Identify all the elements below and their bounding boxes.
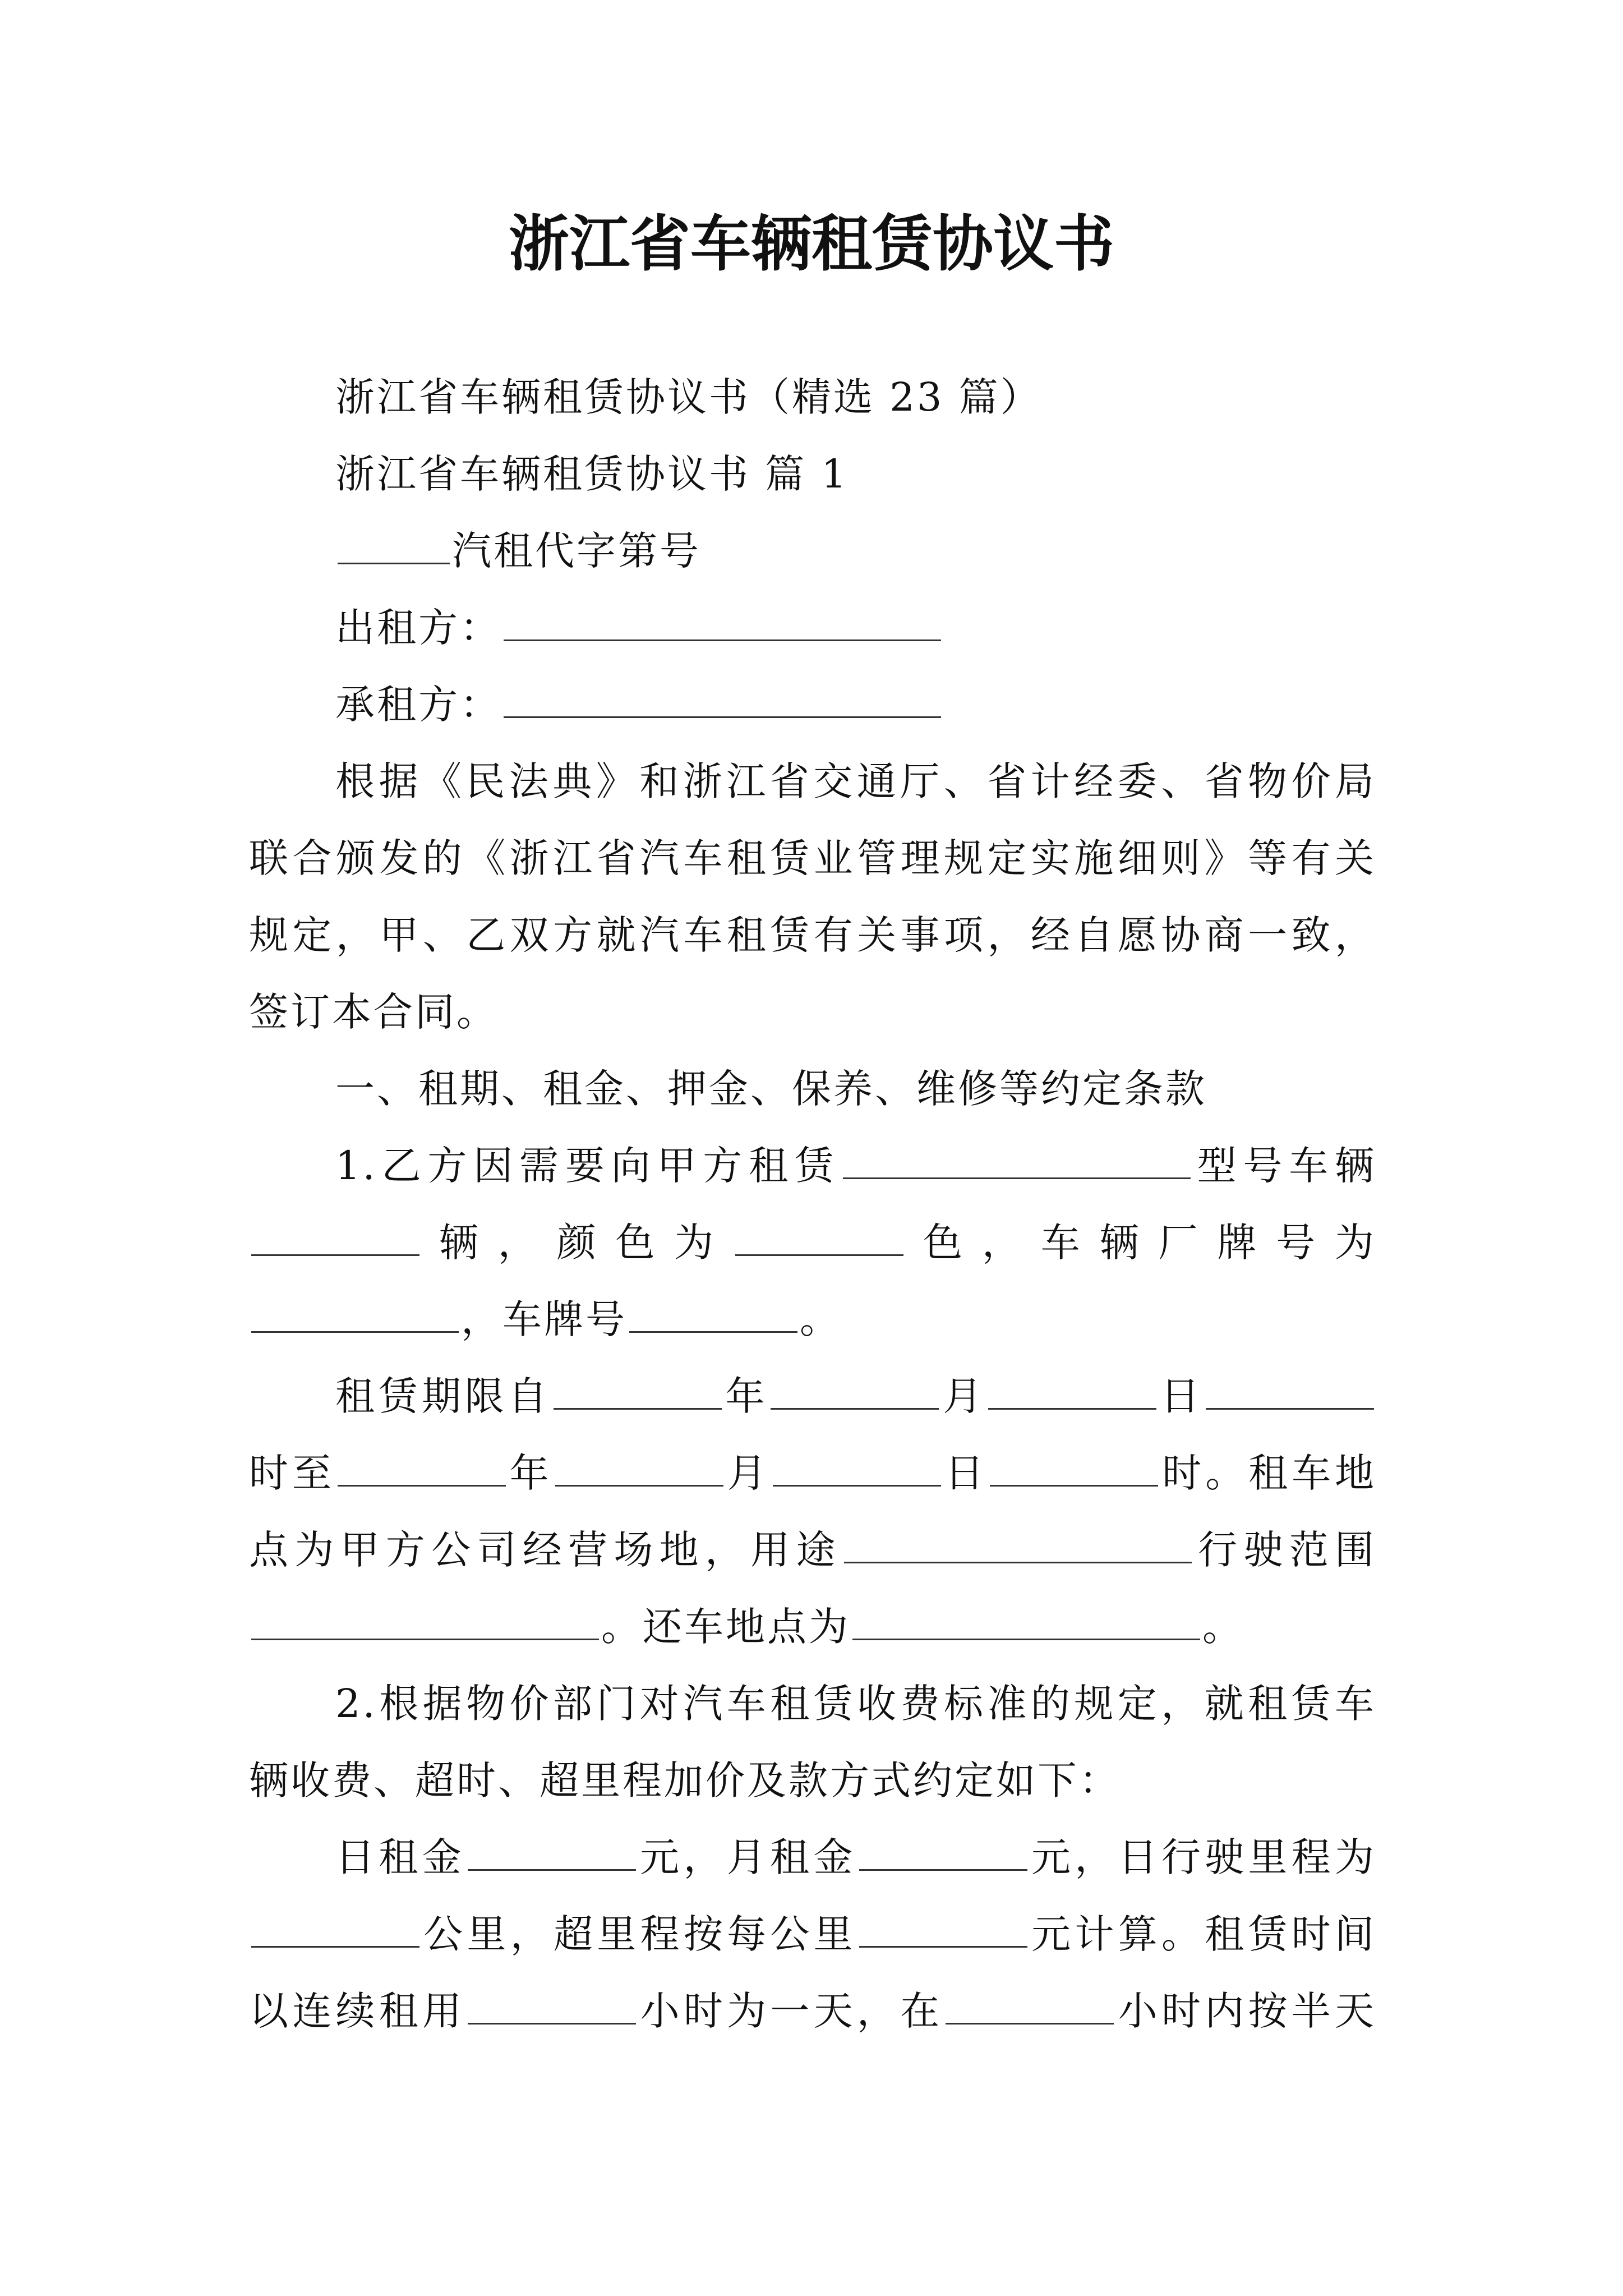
period-line-4 [249,1589,1376,1665]
clause-1-text-a: 1.乙方因需要向甲方租赁 [335,1143,841,1189]
vehicle-model-blank [843,1148,1191,1179]
clause-1-text-e: ，车牌号 [461,1296,627,1342]
monthly-rent-blank [859,1840,1027,1871]
lessor-label: 出租方： [335,605,501,651]
period-line-1 [249,1358,1376,1435]
period-end-day-label: 日 [943,1450,988,1496]
lessee-blank [504,687,941,718]
hours-half-label: 小时内按半天 [1116,1988,1377,2034]
heading-one: 一、租期、租金、押金、保养、维修等约定条款 [335,1066,1207,1112]
clause-2-line-1: 2.根据物价部门对汽车租赁收费标准的规定，就租赁车 [335,1681,1376,1727]
clause-1-text-b: 型号车辆 [1192,1143,1377,1189]
daily-rent-yuan: 元， [638,1834,727,1880]
return-text-a: 。还车地点为 [601,1604,850,1650]
period-day-label: 日 [1159,1373,1204,1419]
plate-number-blank [629,1302,797,1333]
half-day-hours-blank [946,1994,1114,2024]
document-number-suffix: 汽租代字第号 [452,528,701,574]
start-month-blank [771,1379,939,1410]
period-line-3 [249,1512,1376,1589]
vehicle-color-blank [735,1225,903,1256]
vehicle-brand-blank [251,1302,459,1333]
km-over-label: 公里，超里程按每公里 [422,1911,857,1957]
monthly-rent-label: 月租金 [726,1834,857,1880]
start-year-blank [554,1379,722,1410]
start-hour-blank [1206,1379,1374,1410]
subtitle [249,359,1376,436]
fees-line-1 [249,1819,1376,1896]
return-place-blank [852,1609,1200,1640]
period-end-year-label: 年 [508,1450,553,1496]
lessor-blank [504,610,941,641]
clause-1-line-2 [249,1204,1376,1281]
period-hour-end: 时。租车地 [1160,1450,1377,1496]
daily-rent-label: 日租金 [335,1834,465,1880]
daily-rent-blank [468,1840,636,1871]
preamble-line-3: 规定，甲、乙双方就汽车租赁有关事项，经自愿协商一致， [249,912,1376,958]
vehicle-count-blank [251,1225,419,1256]
purpose-blank [844,1533,1192,1563]
return-text-b: 。 [1202,1604,1244,1650]
section-heading [249,436,1376,513]
end-year-blank [338,1456,506,1487]
start-day-blank [988,1379,1156,1410]
period-hour-to: 时至 [249,1450,335,1496]
daily-mileage-blank [251,1917,419,1948]
clause-2-line-2: 辆收费、超时、超里程加价及款方式约定如下： [249,1757,1121,1803]
end-month-blank [555,1456,723,1487]
yuan-calc-label: 元计算。租赁时间 [1029,1911,1377,1957]
period-line-2 [249,1435,1376,1512]
fees-line-2 [249,1896,1376,1973]
clause-1-text-f: 。 [800,1296,841,1342]
continuous-label: 以连续租用 [249,1988,466,2034]
monthly-rent-yuan: 元， [1029,1834,1118,1880]
clause-1-line-3 [249,1281,1376,1358]
end-day-blank [773,1456,941,1487]
document-number-line [249,513,1376,590]
place-text-b: 行驶范围 [1193,1527,1377,1573]
preamble-line-1: 根据《民法典》和浙江省交通厅、省计经委、省物价局 [335,758,1376,804]
hours-day-label: 小时为一天，在 [638,1988,944,2034]
per-km-price-blank [859,1917,1027,1948]
lessee-label: 承租方： [335,682,501,728]
clause-1-text-d: 色，车辆厂牌号为 [906,1220,1377,1266]
period-month-label: 月 [941,1373,986,1419]
hours-per-day-blank [468,1994,636,2024]
document-title: 浙江省车辆租赁协议书 [508,209,1114,279]
end-hour-blank [990,1456,1158,1487]
lessor-line [249,590,1376,666]
fees-line-3 [249,1973,1376,2050]
document-number-blank [338,533,450,564]
section-heading-text: 浙江省车辆租赁协议书 篇 1 [335,451,849,497]
clause-1-line-1 [249,1128,1376,1204]
daily-mileage-label: 日行驶里程为 [1118,1834,1377,1880]
period-start-label: 租赁期限自 [335,1373,551,1419]
period-year-label: 年 [723,1373,769,1419]
period-end-month-label: 月 [725,1450,771,1496]
preamble-line-2: 联合颁发的《浙江省汽车租赁业管理规定实施细则》等有关 [249,835,1376,881]
subtitle-text: 浙江省车辆租赁协议书（精选 23 篇） [335,374,1042,420]
place-text-a: 点为甲方公司经营场地，用途 [249,1527,842,1573]
clause-1-text-c: 辆，颜色为 [422,1220,734,1266]
driving-range-blank [251,1609,599,1640]
preamble-line-4: 签订本合同。 [249,989,498,1035]
lessee-line [249,666,1376,743]
